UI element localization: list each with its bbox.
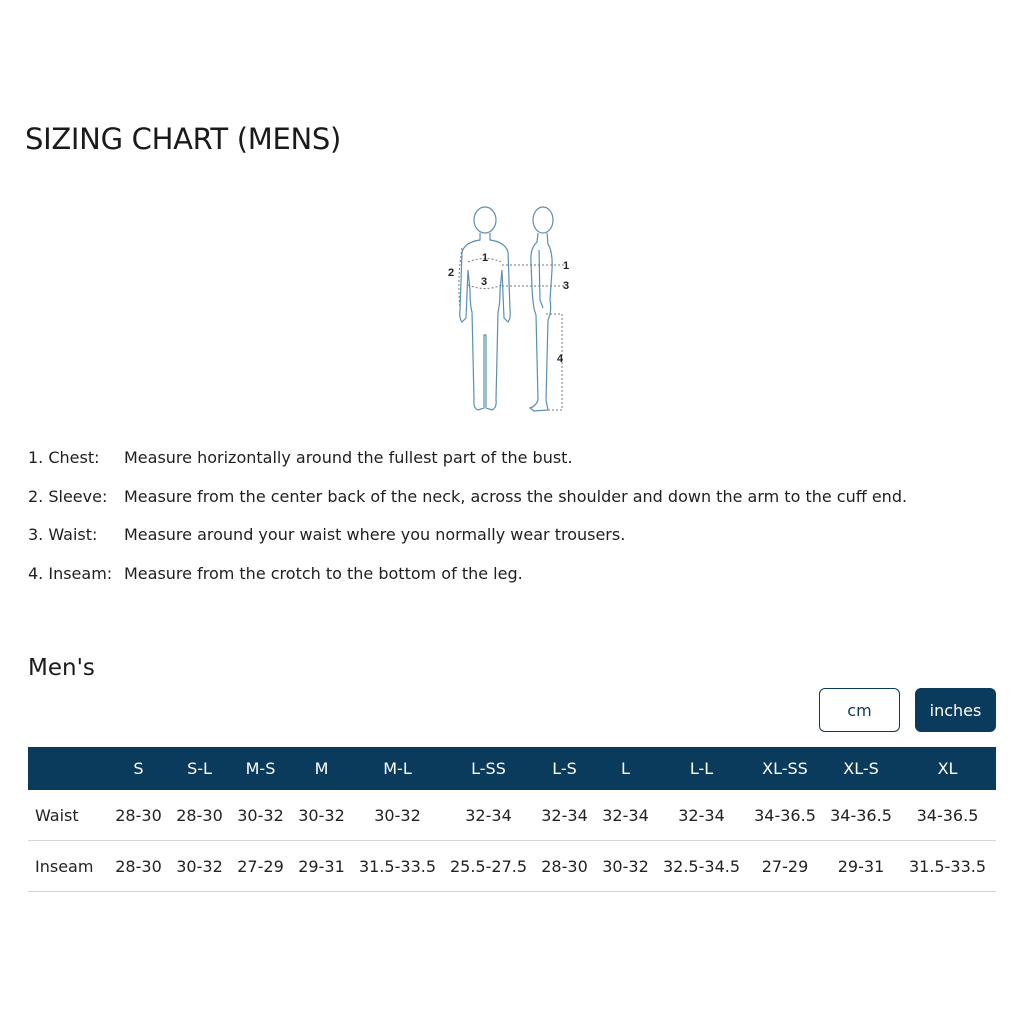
definition-term: 1. Chest: (28, 448, 100, 467)
definition-term: 2. Sleeve: (28, 486, 108, 506)
body-measurement-figure (440, 200, 580, 415)
definition-term: 3. Waist: (28, 525, 98, 545)
table-cell: 32.5-34.5 (656, 841, 747, 892)
table-cell: 32-34 (595, 790, 656, 841)
front-label-waist: 3 (481, 276, 488, 288)
table-header-cell: M (291, 747, 352, 790)
table-cell: 34-36.5 (747, 790, 823, 841)
table-header-cell: M-S (230, 747, 291, 790)
side-label-chest: 1 (563, 260, 570, 272)
table-cell: 29-31 (823, 841, 899, 892)
definition-term: 4. Inseam: (28, 564, 113, 584)
table-cell: 28-30 (534, 841, 595, 892)
table-cell: 32-34 (534, 790, 595, 841)
table-cell: 30-32 (169, 841, 230, 892)
table-row-label: Inseam (28, 841, 108, 892)
side-arm (539, 250, 543, 308)
definition-chest (28, 448, 988, 487)
side-body (530, 233, 552, 411)
page-title: SIZING CHART (MENS) (25, 122, 342, 157)
table-header-cell: L-S (534, 747, 595, 790)
table-cell: 32-34 (443, 790, 534, 841)
table-header-cell: XL-S (823, 747, 899, 790)
table-cell: 29-31 (291, 841, 352, 892)
definition-waist (28, 525, 988, 564)
side-head (533, 207, 553, 233)
table-cell: 28-30 (108, 790, 169, 841)
definition-sleeve (28, 487, 988, 526)
table-cell: 31.5-33.5 (352, 841, 443, 892)
size-table (28, 747, 996, 892)
table-cell: 34-36.5 (823, 790, 899, 841)
definition-description: Measure around your waist where you normally wear trousers. (124, 525, 626, 545)
section-title: Men's (28, 655, 95, 681)
definition-inseam (28, 564, 988, 603)
table-cell: 30-32 (352, 790, 443, 841)
table-cell: 32-34 (656, 790, 747, 841)
table-cell: 27-29 (230, 841, 291, 892)
table-cell: 28-30 (169, 790, 230, 841)
table-cell: 30-32 (230, 790, 291, 841)
measurement-definitions (28, 448, 988, 603)
front-label-chest: 1 (482, 252, 489, 264)
table-header-cell: L-SS (443, 747, 534, 790)
table-cell: 34-36.5 (899, 790, 996, 841)
table-header-cell (28, 747, 108, 790)
table-row (28, 790, 996, 841)
table-header-cell: S-L (169, 747, 230, 790)
front-label-sleeve: 2 (448, 267, 455, 279)
side-label-inseam: 4 (557, 353, 564, 365)
table-cell: 30-32 (291, 790, 352, 841)
table-cell: 28-30 (108, 841, 169, 892)
front-head (474, 207, 496, 233)
table-header-cell: M-L (352, 747, 443, 790)
table-header-cell: L-L (656, 747, 747, 790)
side-label-waist: 3 (563, 280, 570, 292)
table-header-row (28, 747, 996, 790)
definition-description: Measure horizontally around the fullest part of the bust. (124, 448, 573, 467)
table-header-cell: S (108, 747, 169, 790)
definition-description: Measure from the crotch to the bottom of the leg. (124, 564, 523, 584)
table-header-cell: XL-SS (747, 747, 823, 790)
table-cell: 30-32 (595, 841, 656, 892)
definition-description: Measure from the center back of the neck, across the shoulder and down the arm to the cuff end. (124, 486, 908, 506)
table-cell: 27-29 (747, 841, 823, 892)
table-row-label: Waist (28, 790, 108, 841)
table-header-cell: L (595, 747, 656, 790)
table-row (28, 841, 996, 892)
table-cell: 25.5-27.5 (443, 841, 534, 892)
cm-unit-button[interactable]: cm (819, 688, 900, 732)
inches-unit-button[interactable]: inches (915, 688, 996, 732)
table-cell: 31.5-33.5 (899, 841, 996, 892)
table-header-cell: XL (899, 747, 996, 790)
